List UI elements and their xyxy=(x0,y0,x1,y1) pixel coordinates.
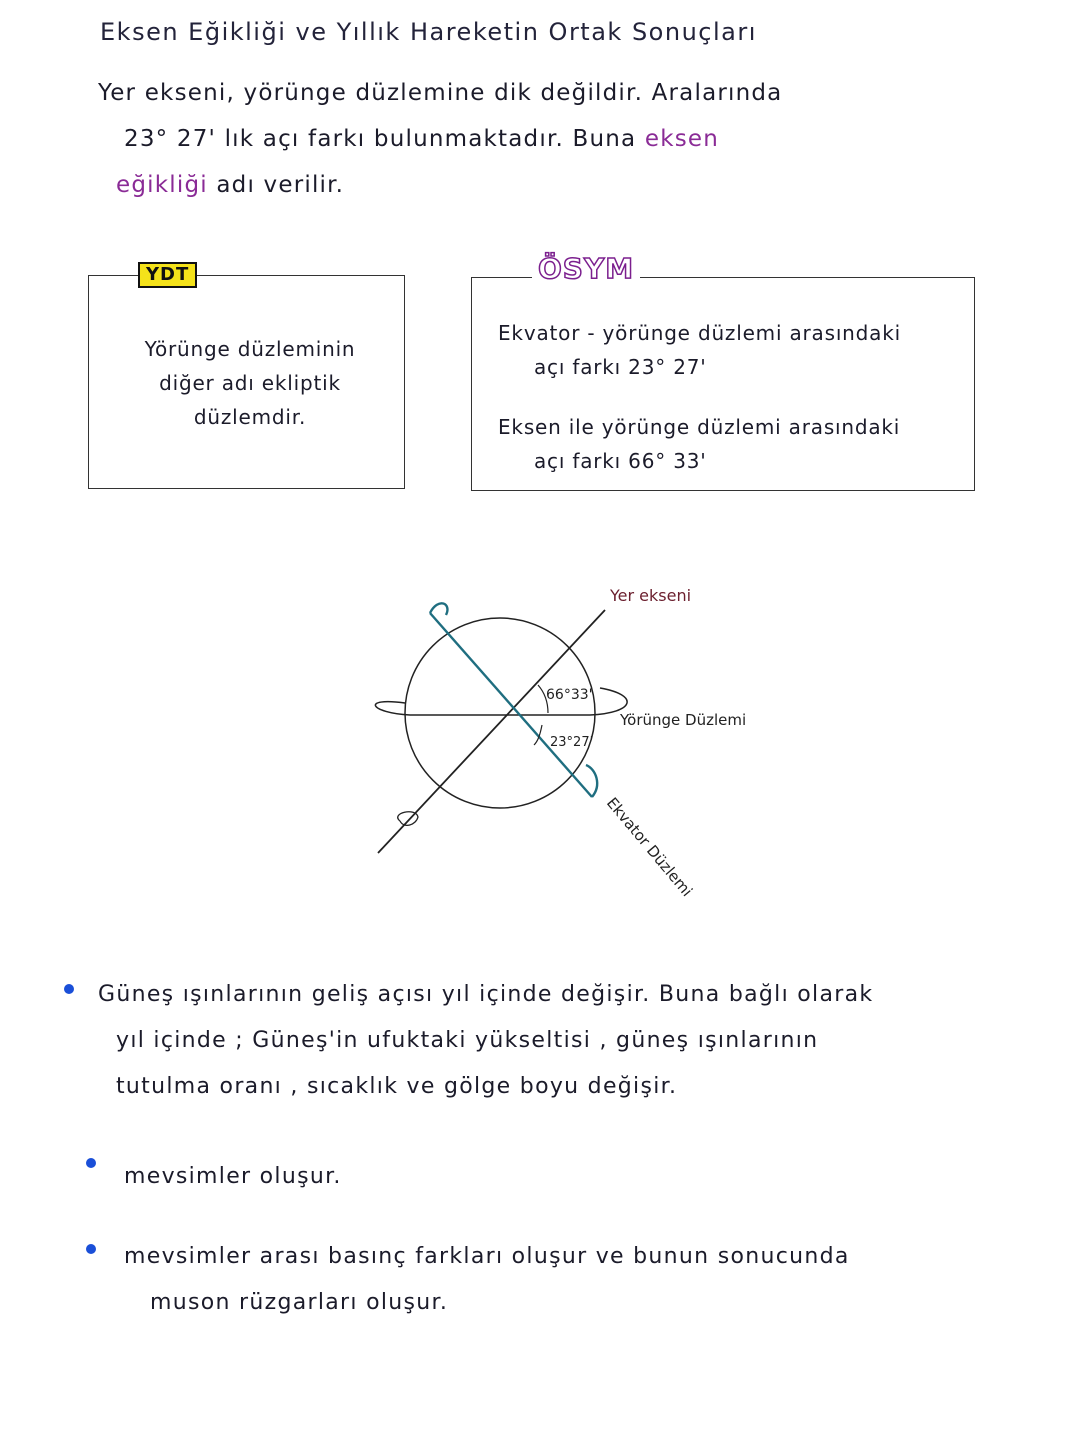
axis-label: Yer ekseni xyxy=(610,586,692,605)
bullet-2-line-1: mevsimler oluşur. xyxy=(124,1164,342,1189)
bullet-1-line-3: tutulma oranı , sıcaklık ve gölge boyu değişir. xyxy=(116,1074,678,1099)
intro-line-1: Yer ekseni, yörünge düzlemine dik değildir. Aralarında xyxy=(98,80,783,106)
bullet-text-1 xyxy=(98,972,873,1110)
osym-line-3: Eksen ile yörünge düzlemi arasındaki xyxy=(498,415,901,439)
equator-ring-top xyxy=(430,603,447,615)
earth-axis-line xyxy=(378,610,605,853)
osym-tag: ÖSYM xyxy=(532,252,640,285)
equator-label: Ekvator Düzlemi xyxy=(602,794,697,901)
osym-line-2: açı farkı 23° 27' xyxy=(534,355,707,379)
intro-paragraph xyxy=(98,70,958,208)
term-highlight-1: eksen xyxy=(644,126,720,152)
ydt-line-2: diğer adı ekliptik xyxy=(159,371,341,395)
bullet-dot-2 xyxy=(86,1158,96,1168)
ydt-note-text xyxy=(120,332,380,434)
osym-line-4: açı farkı 66° 33' xyxy=(534,449,707,473)
bullet-1-line-1: Güneş ışınlarının geliş açısı yıl içinde değişir. Buna bağlı olarak xyxy=(98,982,874,1007)
bullet-3-line-2: muson rüzgarları oluşur. xyxy=(150,1290,449,1315)
intro-line-3 xyxy=(98,162,958,208)
osym-line-1: Ekvator - yörünge düzlemi arasındaki xyxy=(498,321,901,345)
ydt-tag: YDT xyxy=(138,262,197,288)
orbit-label: Yörünge Düzlemi xyxy=(620,711,747,729)
bullet-dot-1 xyxy=(64,984,74,994)
bullet-text-2 xyxy=(124,1154,342,1200)
axial-tilt-diagram xyxy=(360,585,780,925)
bullet-3-line-1: mevsimler arası basınç farkları oluşur ve bunun sonucunda xyxy=(124,1244,850,1269)
intro-line-2-text: 23° 27' lık açı farkı bulunmaktadır. Buna xyxy=(124,126,637,152)
bullet-1-line-2: yıl içinde ; Güneş'in ufuktaki yükseltisi , güneş ışınlarının xyxy=(116,1028,819,1053)
bullet-text-3 xyxy=(124,1234,850,1326)
osym-note-text xyxy=(498,316,958,478)
page-title: Eksen Eğikliği ve Yıllık Hareketin Ortak Sonuçları xyxy=(100,18,757,46)
ydt-line-3: düzlemdir. xyxy=(193,405,307,429)
angle-23-label: 23°27' xyxy=(550,735,594,750)
earth-circle xyxy=(405,618,595,808)
angle-66-label: 66°33' xyxy=(546,687,593,703)
equator-plane-line xyxy=(430,613,592,797)
intro-line-2 xyxy=(98,116,958,162)
bullet-dot-3 xyxy=(86,1244,96,1254)
axis-south-pole-mark xyxy=(398,812,418,826)
intro-line-3-text: adı verilir. xyxy=(216,172,345,198)
term-highlight-2: eğikliği xyxy=(116,172,208,198)
ydt-line-1: Yörünge düzleminin xyxy=(144,337,356,361)
